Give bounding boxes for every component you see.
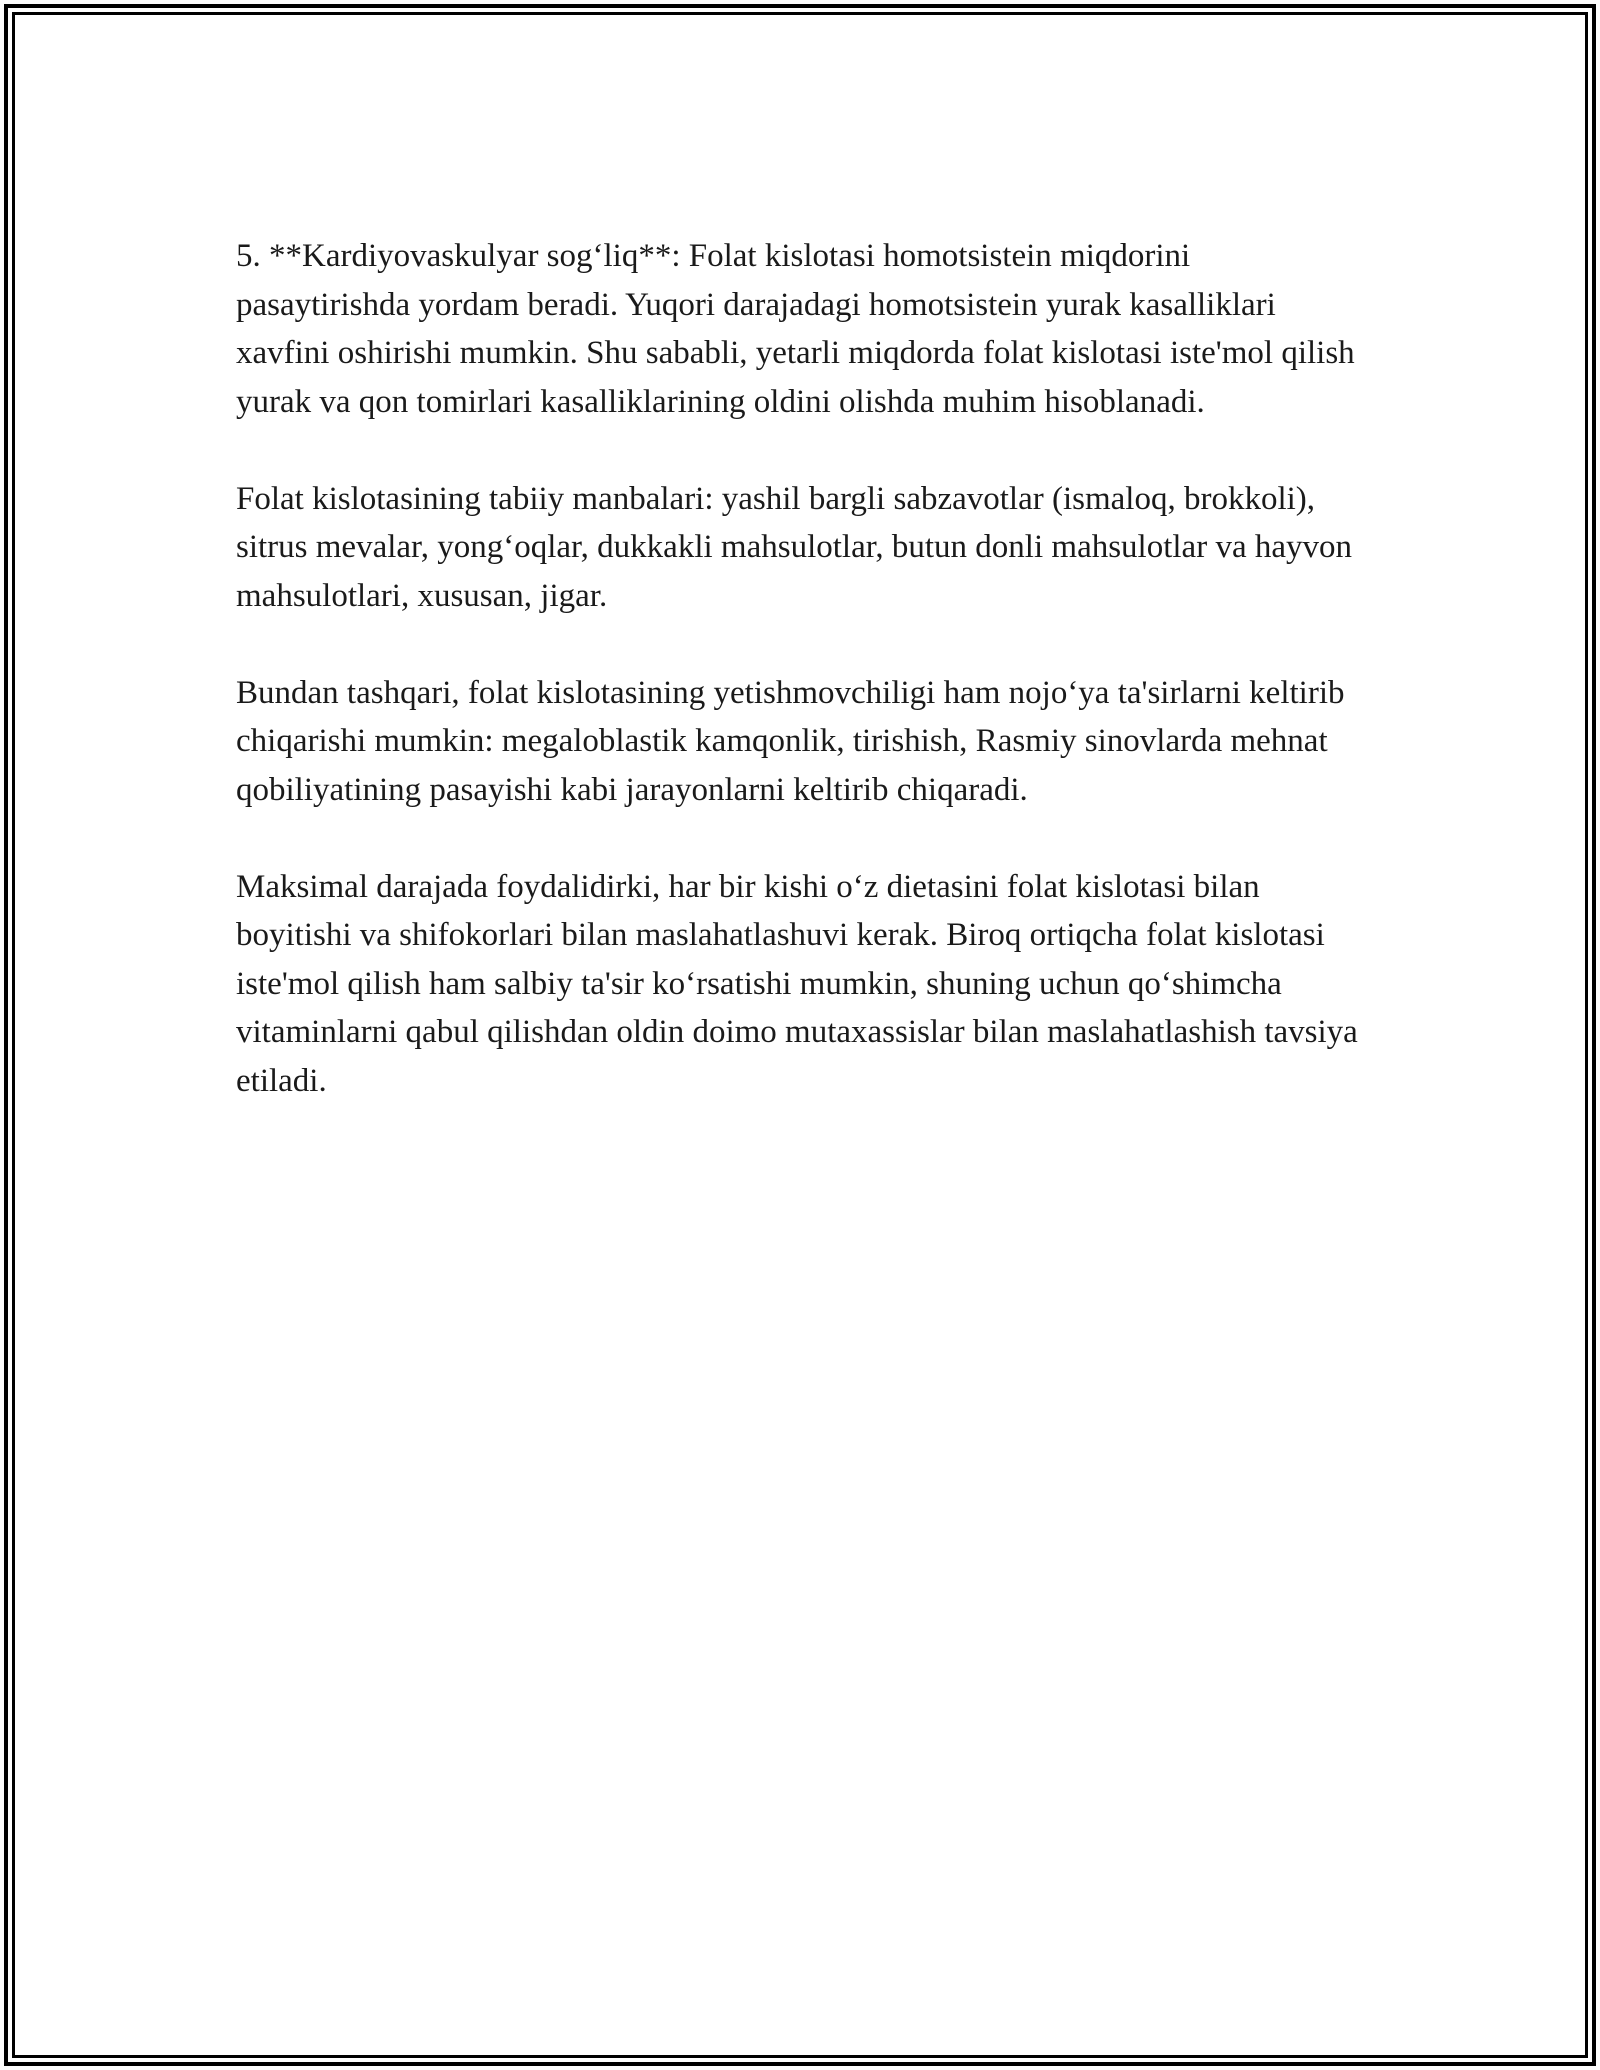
document-body bbox=[236, 232, 1366, 1154]
paragraph-deficiency: Bundan tashqari, folat kislotasining yetishmovchiligi ham nojo‘ya ta'sirlarni keltirib chiqarishi mumkin: megaloblastik kamqonlik, tirishish, Rasmiy sinovlarda mehnat qobiliyatining pasayishi kabi jarayonlarni keltirib chiqaradi. bbox=[236, 674, 1345, 808]
paragraph-recommendation: Maksimal darajada foydalidirki, har bir kishi o‘z dietasini folat kislotasi bilan boyitishi va shifokorlari bilan maslahatlashuvi kerak. Biroq ortiqcha folat kislotasi iste'mol qilish ham salbiy ta'sir ko‘rsatishi mumkin, shuning uchun qo‘shimcha vitaminlarni qabul qilishdan oldin doimo mutaxassislar bilan maslahatlashish tavsiya etiladi. bbox=[236, 868, 1358, 1099]
paragraph-natural-sources: Folat kislotasining tabiiy manbalari: yashil bargli sabzavotlar (ismaloq, brokkoli), sitrus mevalar, yong‘oqlar, dukkakli mahsulotlar, butun donli mahsulotlar va hayvon mahsulotlari, xususan, jigar. bbox=[236, 480, 1352, 614]
paragraph-cardiovascular-health: 5. **Kardiyovaskulyar sog‘liq**: Folat kislotasi homotsistein miqdorini pasaytirishda yordam beradi. Yuqori darajadagi homotsistein yurak kasalliklari xavfini oshirishi mumkin. Shu sababli, yetarli miqdorda folat kislotasi iste'mol qilish yurak va qon tomirlari kasalliklarining oldini olishda muhim hisoblanadi. bbox=[236, 238, 1355, 420]
